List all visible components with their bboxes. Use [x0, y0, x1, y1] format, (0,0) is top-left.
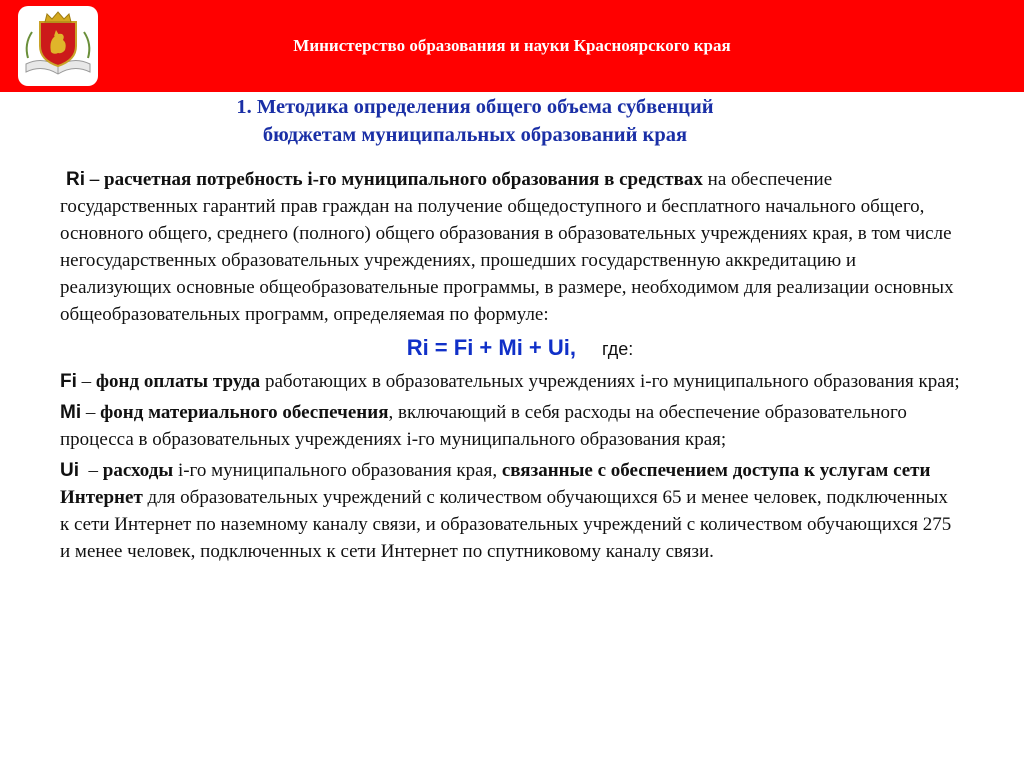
title-line-2: бюджетам муниципальных образований края	[262, 124, 688, 146]
fi-symbol: Fi	[60, 371, 77, 392]
document-body	[60, 166, 960, 565]
fi-definition	[60, 368, 960, 395]
ui-bold-1: расходы	[102, 460, 174, 481]
formula-where: где:	[602, 339, 634, 359]
mi-definition	[60, 399, 960, 453]
header-bar	[0, 0, 1024, 92]
mi-sep: –	[81, 402, 101, 423]
ui-sep: –	[79, 460, 103, 481]
ui-mid: i-го муниципального образования края,	[173, 460, 502, 481]
fi-sep: –	[76, 371, 96, 392]
page-title	[150, 93, 800, 149]
ui-bold-2: связанные с обеспечением доступа к услугам сети Интернет	[60, 460, 931, 508]
formula: Ri = Fi + Mi + Ui,	[406, 335, 577, 360]
mi-bold: фонд материального обеспечения	[100, 402, 389, 423]
ri-symbol: Ri	[66, 169, 85, 190]
fi-bold: фонд оплаты труда	[95, 371, 261, 392]
ri-definition	[60, 166, 960, 328]
ui-symbol: Ui	[60, 460, 79, 481]
ri-sep: –	[85, 169, 104, 190]
ri-rest: на обеспечение государственных гарантий прав граждан на получение общедоступного и бесплатного начального общего, основного общего, среднего (полного) общего образования в образовательных учреждениях края, в том числе негосударственных образовательных учреждениях, прошедших государственную аккредитацию и реализующих основные общеобразовательные программы, в размере, необходимом для реализации основных общеобразовательных программ, определяемая по формуле:	[60, 169, 954, 325]
ui-rest: для образовательных учреждений с количеством обучающихся 65 и менее человек, подключенных к сети Интернет по наземному каналу связи, и образовательных учреждений с количеством обучающихся 275 и менее человек, подключенных к сети Интернет по спутниковому каналу связи.	[60, 487, 952, 562]
ministry-name: Министерство образования и науки Красноярского края	[293, 36, 731, 55]
title-line-1: 1. Методика определения общего объема субвенций	[236, 96, 714, 118]
mi-symbol: Mi	[60, 402, 82, 423]
mi-rest: , включающий в себя расходы на обеспечение образовательного процесса в образовательных учреждениях i-го муниципального образования края;	[60, 402, 907, 450]
ui-definition	[60, 457, 960, 565]
fi-rest: работающих в образовательных учреждениях i-го муниципального образования края;	[260, 371, 960, 392]
ri-bold: расчетная потребность i-го муниципального образования в средствах	[104, 169, 703, 190]
formula-line	[60, 328, 960, 368]
